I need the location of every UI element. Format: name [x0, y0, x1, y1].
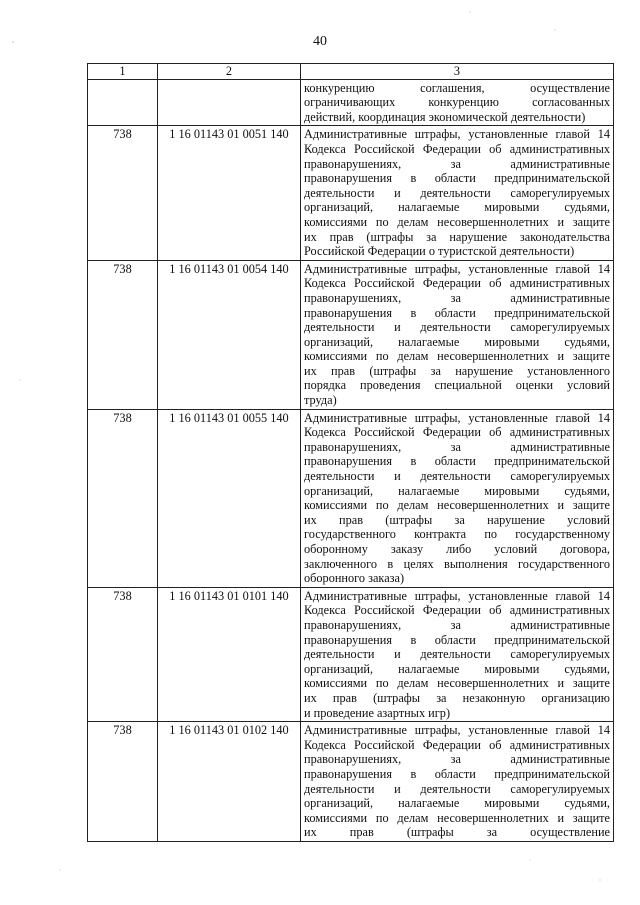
description-line: правонарушениях, за административные	[304, 290, 610, 305]
page-number: 40	[313, 34, 327, 49]
description-line: деятельности и деятельности саморегулируемых	[304, 185, 610, 200]
description-line: деятельности и деятельности саморегулируемых	[304, 781, 610, 796]
description-line: ограничивающих конкуренцию согласованных	[304, 95, 610, 110]
description-line: их прав (штрафы за нарушение условий	[304, 512, 610, 527]
description-line: правонарушения в области предпринимательской	[304, 632, 610, 647]
table-row	[88, 260, 614, 409]
table-body	[88, 79, 614, 841]
description-line: конкуренцию соглашения, осуществление	[304, 80, 610, 95]
description-line: и проведение азартных игр)	[304, 705, 451, 720]
admin-code-cell: 738	[88, 587, 158, 721]
description-line: труда)	[304, 393, 337, 408]
description-line: организаций, налагаемые мировыми судьями,	[304, 334, 610, 349]
admin-code-cell	[88, 79, 158, 126]
description-line: Кодекса Российской Федерации об административных	[304, 425, 610, 440]
budget-code-cell: 1 16 01143 01 0054 140	[158, 260, 301, 409]
description-line: Административные штрафы, установленные главой 14	[304, 588, 610, 603]
description-line: их прав (штрафы за незаконную организацию	[304, 690, 610, 705]
description-line: Административные штрафы, установленные главой 14	[304, 127, 610, 142]
description-line: Кодекса Российской Федерации об административных	[304, 276, 610, 291]
header-column-2: 2	[158, 64, 301, 80]
description-line: правонарушения в области предпринимательской	[304, 766, 610, 781]
description-cell	[301, 79, 614, 126]
description-line: Кодекса Российской Федерации об административных	[304, 737, 610, 752]
budget-code-cell: 1 16 01143 01 0051 140	[158, 126, 301, 260]
description-line: порядка проведения специальной оценки условий	[304, 378, 610, 393]
description-line: правонарушениях, за административные	[304, 156, 610, 171]
description-line: Административные штрафы, установленные главой 14	[304, 723, 610, 738]
description-line: организаций, налагаемые мировыми судьями,	[304, 483, 610, 498]
description-line: их прав (штрафы за нарушение законодательства	[304, 229, 610, 244]
description-line: действий, координация экономической деятельности)	[304, 109, 586, 124]
description-line: Российской Федерации о туристской деятельности)	[304, 244, 575, 259]
description-line: комиссиями по делам несовершеннолетних и защите	[304, 676, 610, 691]
description-line: деятельности и деятельности саморегулируемых	[304, 647, 610, 662]
description-line: комиссиями по делам несовершеннолетних и защите	[304, 214, 610, 229]
description-line: правонарушения в области предпринимательской	[304, 454, 610, 469]
description-line: комиссиями по делам несовершеннолетних и защите	[304, 498, 610, 513]
table-row	[88, 126, 614, 260]
description-line: организаций, налагаемые мировыми судьями,	[304, 796, 610, 811]
description-cell	[301, 587, 614, 721]
description-line: деятельности и деятельности саморегулируемых	[304, 469, 610, 484]
description-line: Кодекса Российской Федерации об административных	[304, 141, 610, 156]
budget-code-cell	[158, 79, 301, 126]
admin-code-cell: 738	[88, 409, 158, 587]
description-line: государственного контракта по государственному	[304, 527, 610, 542]
description-line: правонарушениях, за административные	[304, 617, 610, 632]
budget-code-cell: 1 16 01143 01 0055 140	[158, 409, 301, 587]
description-line: Административные штрафы, установленные главой 14	[304, 261, 610, 276]
budget-code-cell: 1 16 01143 01 0101 140	[158, 587, 301, 721]
table-row	[88, 587, 614, 721]
admin-code-cell: 738	[88, 260, 158, 409]
admin-code-cell: 738	[88, 722, 158, 842]
description-line: их прав (штрафы за осуществление	[304, 825, 610, 840]
description-line: правонарушения в области предпринимательской	[304, 171, 610, 186]
admin-code-cell: 738	[88, 126, 158, 260]
description-cell	[301, 126, 614, 260]
description-line: организаций, налагаемые мировыми судьями,	[304, 661, 610, 676]
description-line: их прав (штрафы за нарушение установленного	[304, 363, 610, 378]
header-column-3: 3	[301, 64, 614, 80]
description-line: правонарушениях, за административные	[304, 752, 610, 767]
description-cell	[301, 260, 614, 409]
budget-classification-table	[87, 63, 614, 842]
description-line: организаций, налагаемые мировыми судьями,	[304, 200, 610, 215]
description-line: правонарушениях, за административные	[304, 439, 610, 454]
budget-code-cell: 1 16 01143 01 0102 140	[158, 722, 301, 842]
table-row	[88, 409, 614, 587]
description-line: заключенного в целях выполнения государственного	[304, 556, 610, 571]
description-cell	[301, 409, 614, 587]
table-header	[88, 64, 614, 80]
description-line: оборонному заказу либо условий договора,	[304, 542, 610, 556]
table-row	[88, 722, 614, 842]
description-line: Административные штрафы, установленные главой 14	[304, 410, 610, 425]
description-cell	[301, 722, 614, 842]
table-row	[88, 79, 614, 126]
description-line: комиссиями по делам несовершеннолетних и защите	[304, 810, 610, 825]
description-line: комиссиями по делам несовершеннолетних и защите	[304, 349, 610, 364]
description-line: Кодекса Российской Федерации об административных	[304, 603, 610, 618]
description-line: деятельности и деятельности саморегулируемых	[304, 320, 610, 335]
description-line: оборонного заказа)	[304, 571, 405, 586]
header-column-1: 1	[88, 64, 158, 80]
description-line: правонарушения в области предпринимательской	[304, 305, 610, 320]
